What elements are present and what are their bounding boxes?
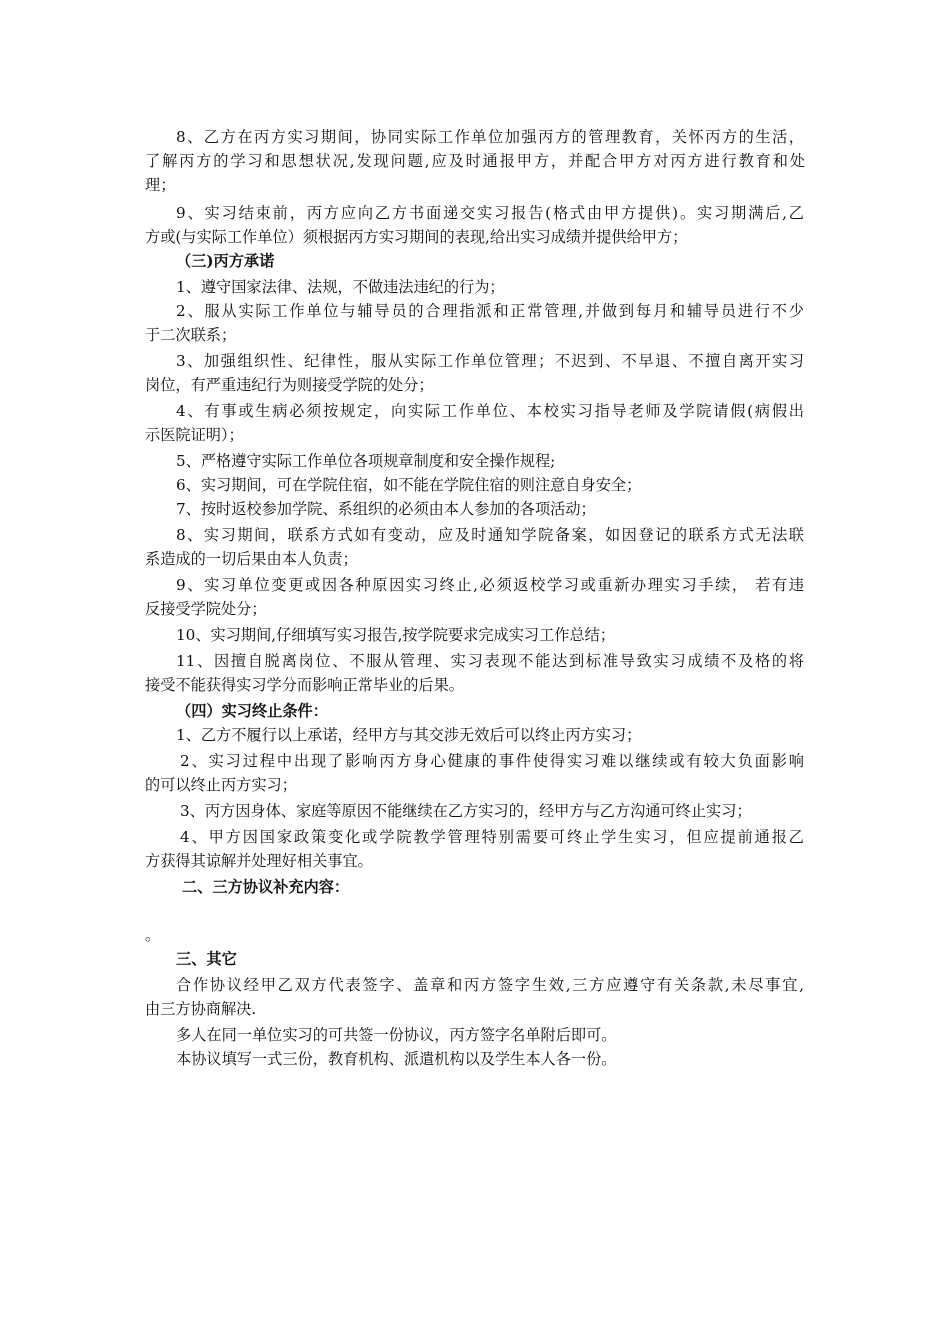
- commitment-item-10: 10、实习期间,仔细填写实习报告,按学院要求完成实习工作总结；: [176, 626, 616, 644]
- commitment-item-1: 1、遵守国家法律、法规，不做违法违纪的行为；: [176, 278, 505, 296]
- section-heading-4: （四）实习终止条件：: [176, 702, 328, 720]
- termination-item-1: 1、乙方不履行以上承诺，经甲方与其交涉无效后可以终止丙方实习；: [176, 726, 642, 744]
- termination-item-3: 3、丙方因身体、家庭等原因不能继续在乙方实习的，经甲方与乙方沟通可终止实习；: [180, 802, 752, 820]
- text-line: 方或(与实际工作单位）须根据丙方实习期间的表现,给出实习成绩并提供给甲方；: [145, 228, 688, 246]
- commitment-item-7: 7、按时返校参加学院、系组织的必须由本人参加的各项活动；: [176, 500, 596, 518]
- text-line: 2、实习过程中出现了影响丙方身心健康的事件使得实习难以继续或有较大负面影响: [180, 752, 804, 770]
- text-line: 接受不能获得实习学分而影响正常毕业的后果。: [145, 676, 464, 694]
- section-heading-3: （三)丙方承诺: [176, 252, 275, 270]
- section-heading-other: 三、其它: [176, 950, 237, 968]
- text-line: 反接受学院处分；: [145, 600, 267, 618]
- text-line: 2、服从实际工作单位与辅导员的合理指派和正常管理,并做到每月和辅导员进行不少: [176, 302, 804, 320]
- text-line: 的可以终止丙方实习；: [145, 776, 297, 794]
- text-line: 示医院证明）；: [145, 426, 244, 444]
- text-line: 理；: [145, 176, 176, 194]
- text-line: 系造成的一切后果由本人负责；: [145, 550, 358, 568]
- text-line: 9、实习单位变更或因各种原因实习终止,必须返校学习或重新办理实习手续， 若有违: [176, 576, 804, 594]
- commitment-item-6: 6、实习期间，可在学院住宿，如不能在学院住宿的则注意自身安全；: [176, 476, 642, 494]
- text-line: 合作协议经甲乙双方代表签字、盖章和丙方签字生效,三方应遵守有关条款,未尽事宜,: [176, 976, 804, 994]
- text-line: 8、乙方在丙方实习期间，协同实际工作单位加强丙方的管理教育，关怀丙方的生活，: [176, 128, 804, 146]
- blank-mark: 。: [145, 926, 161, 944]
- commitment-item-5: 5、严格遵守实际工作单位各项规章制度和安全操作规程;: [176, 452, 556, 470]
- other-paragraph-3: 本协议填写一式三份，教育机构、派遣机构以及学生本人各一份。: [176, 1050, 617, 1068]
- text-line: 由三方协商解决.: [145, 1000, 257, 1018]
- other-paragraph-2: 多人在同一单位实习的可共签一份协议，丙方签字名单附后即可。: [176, 1026, 617, 1044]
- text-line: 4、甲方因国家政策变化或学院教学管理特别需要可终止学生实习，但应提前通报乙: [180, 828, 804, 846]
- text-line: 岗位，有严重违纪行为则接受学院的处分；: [145, 376, 434, 394]
- text-line: 了解丙方的学习和思想状况,发现问题,应及时通报甲方，并配合甲方对丙方进行教育和处: [145, 152, 805, 170]
- text-line: 8、实习期间，联系方式如有变动，应及时通知学院备案，如因登记的联系方式无法联: [176, 526, 804, 544]
- text-line: 3、加强组织性、纪律性，服从实际工作单位管理；不迟到、不早退、不擅自离开实习: [176, 352, 804, 370]
- section-heading-supplement: 二、三方协议补充内容：: [182, 878, 350, 896]
- text-line: 4、有事或生病必须按规定，向实际工作单位、本校实习指导老师及学院请假(病假出: [176, 402, 804, 420]
- text-line: 于二次联系；: [145, 326, 237, 344]
- text-line: 11、因擅自脱离岗位、不服从管理、实习表现不能达到标准导致实习成绩不及格的将: [176, 652, 804, 670]
- text-line: 方获得其谅解并处理好相关事宜。: [145, 852, 373, 870]
- text-line: 9、实习结束前，丙方应向乙方书面递交实习报告(格式由甲方提供)。实习期满后,乙: [176, 204, 804, 222]
